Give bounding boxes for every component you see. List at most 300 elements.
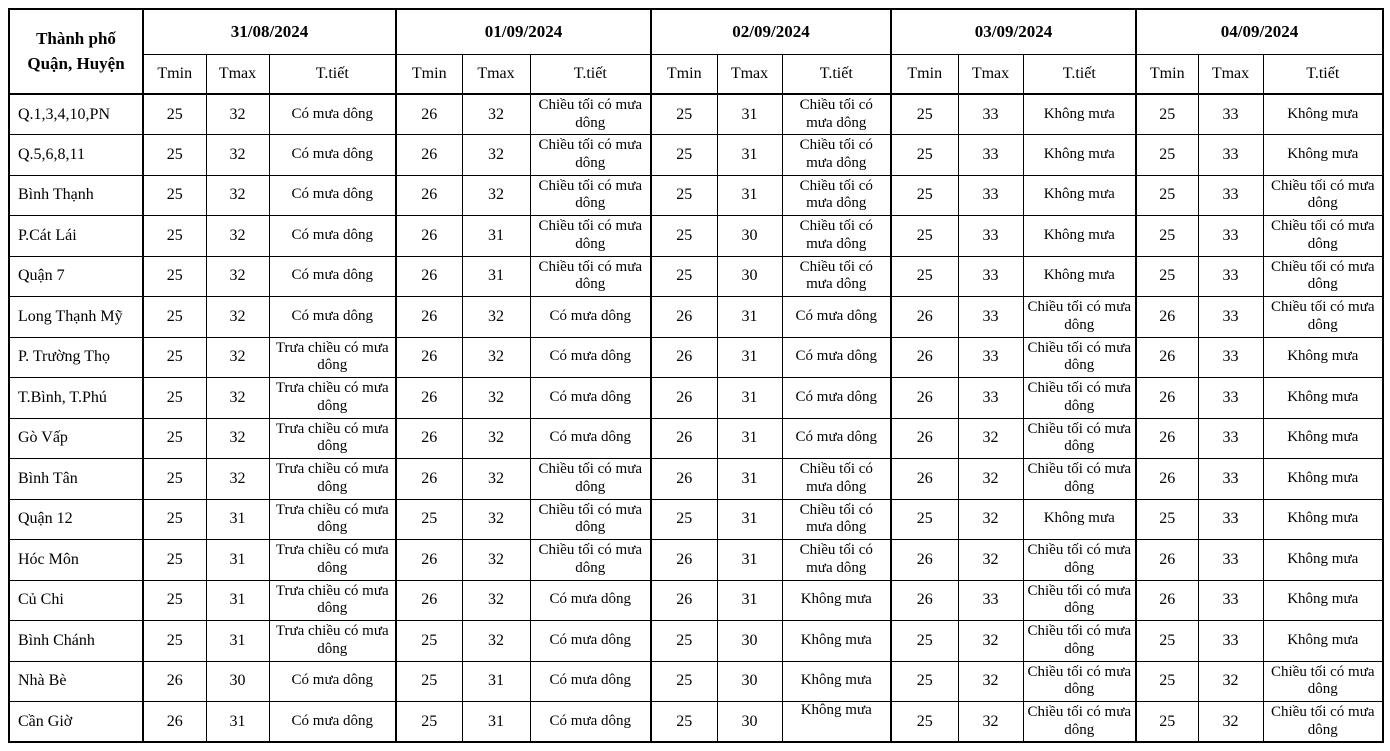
district-row [9,540,1383,581]
date-header: 31/08/2024 [143,9,396,54]
tmax-cell: 32 [462,621,530,662]
tmax-cell: 32 [958,621,1023,662]
district-row [9,135,1383,176]
district-row [9,499,1383,540]
weather-cell: Chiều tối có mưa dông [1023,337,1136,378]
tmin-cell: 26 [396,378,462,419]
table-header [9,9,1383,94]
tmin-cell: 26 [891,337,958,378]
tmax-cell: 33 [1198,499,1263,540]
weather-cell: Không mưa [1023,216,1136,257]
tmin-cell: 25 [143,418,206,459]
tmin-cell: 26 [891,378,958,419]
tmax-cell: 32 [462,418,530,459]
weather-cell: Chiều tối có mưa dông [782,499,891,540]
tmin-cell: 25 [143,621,206,662]
tmin-cell: 26 [396,297,462,338]
weather-cell: Không mưa [1263,337,1383,378]
weather-cell: Không mưa [1263,580,1383,621]
tmin-cell: 25 [143,337,206,378]
district-row [9,175,1383,216]
weather-cell: Có mưa dông [530,580,651,621]
weather-cell: Trưa chiều có mưa dông [269,459,396,500]
weather-cell: Không mưa [782,621,891,662]
tmin-cell: 25 [651,135,717,176]
weather-cell: Có mưa dông [530,702,651,743]
weather-forecast-table [8,8,1384,743]
tmax-cell: 33 [958,175,1023,216]
tmax-cell: 31 [717,459,782,500]
tmax-cell: 32 [206,297,269,338]
tmax-cell: 31 [717,337,782,378]
tmax-cell: 31 [717,378,782,419]
weather-cell: Không mưa [782,580,891,621]
tmin-cell: 26 [396,337,462,378]
weather-cell: Không mưa [1023,135,1136,176]
district-cell: Quận 12 [9,499,143,540]
tmax-cell: 32 [462,540,530,581]
district-row [9,702,1383,743]
tmax-cell: 33 [958,297,1023,338]
tmax-cell: 33 [1198,256,1263,297]
tmax-cell: 33 [958,135,1023,176]
weather-cell: Có mưa dông [530,337,651,378]
tmax-cell: 33 [1198,135,1263,176]
district-row [9,378,1383,419]
tmin-cell: 25 [1136,135,1198,176]
tmin-cell: 26 [891,580,958,621]
tmax-cell: 33 [1198,621,1263,662]
tmin-cell: 25 [651,256,717,297]
tmin-cell: 26 [1136,297,1198,338]
district-cell: Bình Tân [9,459,143,500]
weather-cell: Chiều tối có mưa dông [530,459,651,500]
date-header: 01/09/2024 [396,9,651,54]
weather-cell: Có mưa dông [782,297,891,338]
weather-cell: Chiều tối có mưa dông [530,94,651,135]
weather-cell: Trưa chiều có mưa dông [269,621,396,662]
weather-cell: Trưa chiều có mưa dông [269,337,396,378]
subheader-tmax: Tmax [462,54,530,94]
tmin-cell: 25 [1136,216,1198,257]
district-cell: Cần Giờ [9,702,143,743]
tmin-cell: 26 [143,661,206,702]
district-row [9,216,1383,257]
tmax-cell: 31 [206,580,269,621]
district-cell: Q.5,6,8,11 [9,135,143,176]
district-cell: P. Trường Thọ [9,337,143,378]
tmin-cell: 26 [651,297,717,338]
subheader-weather: T.tiết [782,54,891,94]
tmax-cell: 33 [1198,459,1263,500]
weather-cell: Trưa chiều có mưa dông [269,499,396,540]
district-row [9,580,1383,621]
weather-cell: Không mưa [1263,499,1383,540]
tmin-cell: 25 [143,256,206,297]
weather-cell: Có mưa dông [530,621,651,662]
weather-cell: Không mưa [1023,94,1136,135]
tmin-cell: 26 [1136,337,1198,378]
tmin-cell: 26 [396,256,462,297]
tmin-cell: 26 [396,94,462,135]
tmin-cell: 25 [651,216,717,257]
tmax-cell: 32 [206,94,269,135]
district-cell: P.Cát Lái [9,216,143,257]
weather-cell: Chiều tối có mưa dông [530,135,651,176]
tmax-cell: 33 [958,337,1023,378]
tmin-cell: 25 [143,459,206,500]
tmin-cell: 26 [1136,540,1198,581]
tmax-cell: 31 [462,702,530,743]
weather-cell: Trưa chiều có mưa dông [269,378,396,419]
tmin-cell: 25 [396,661,462,702]
weather-cell: Chiều tối có mưa dông [530,540,651,581]
tmax-cell: 33 [1198,378,1263,419]
weather-cell: Có mưa dông [269,661,396,702]
tmax-cell: 33 [958,580,1023,621]
tmax-cell: 31 [717,297,782,338]
tmax-cell: 32 [206,256,269,297]
subheader-weather: T.tiết [269,54,396,94]
tmax-cell: 31 [717,175,782,216]
district-row [9,621,1383,662]
tmax-cell: 31 [206,621,269,662]
tmin-cell: 25 [1136,661,1198,702]
tmin-cell: 25 [1136,621,1198,662]
tmin-cell: 26 [396,175,462,216]
weather-cell: Chiều tối có mưa dông [1023,418,1136,459]
tmax-cell: 30 [717,661,782,702]
tmax-cell: 30 [717,256,782,297]
tmax-cell: 33 [958,94,1023,135]
tmin-cell: 25 [143,135,206,176]
tmax-cell: 32 [958,499,1023,540]
tmax-cell: 32 [958,418,1023,459]
tmin-cell: 25 [143,540,206,581]
subheader-tmin: Tmin [396,54,462,94]
tmin-cell: 26 [396,459,462,500]
tmax-cell: 32 [206,378,269,419]
weather-cell: Không mưa [1263,621,1383,662]
district-cell: Củ Chi [9,580,143,621]
weather-cell: Không mưa [782,661,891,702]
tmax-cell: 31 [717,418,782,459]
subheader-weather: T.tiết [1263,54,1383,94]
weather-cell: Không mưa [1263,135,1383,176]
tmax-cell: 31 [206,499,269,540]
tmin-cell: 25 [651,499,717,540]
corner-header [9,9,143,94]
weather-cell: Có mưa dông [269,94,396,135]
district-cell: Long Thạnh Mỹ [9,297,143,338]
tmax-cell: 32 [462,135,530,176]
tmin-cell: 26 [891,297,958,338]
tmin-cell: 25 [891,175,958,216]
tmin-cell: 26 [651,378,717,419]
tmin-cell: 25 [891,256,958,297]
district-row [9,661,1383,702]
tmax-cell: 32 [206,175,269,216]
weather-cell: Trưa chiều có mưa dông [269,580,396,621]
tmin-cell: 26 [143,702,206,743]
weather-cell: Có mưa dông [269,135,396,176]
tmin-cell: 25 [143,580,206,621]
tmax-cell: 32 [462,337,530,378]
weather-cell: Không mưa [1263,378,1383,419]
district-row [9,256,1383,297]
tmin-cell: 26 [396,418,462,459]
tmax-cell: 31 [462,216,530,257]
weather-cell: Có mưa dông [269,702,396,743]
tmax-cell: 32 [206,459,269,500]
dates-header-row [9,9,1383,54]
district-cell: Quận 7 [9,256,143,297]
tmin-cell: 25 [651,175,717,216]
tmax-cell: 32 [1198,661,1263,702]
tmax-cell: 33 [1198,337,1263,378]
tmax-cell: 32 [206,337,269,378]
corner-header-line1: Thành phố [36,28,116,48]
tmin-cell: 26 [1136,378,1198,419]
tmax-cell: 31 [717,580,782,621]
weather-cell: Không mưa [1263,540,1383,581]
subheader-tmax: Tmax [717,54,782,94]
tmin-cell: 25 [651,702,717,743]
district-row [9,297,1383,338]
tmin-cell: 26 [891,459,958,500]
weather-cell: Chiều tối có mưa dông [782,94,891,135]
tmin-cell: 25 [143,94,206,135]
tmax-cell: 32 [206,216,269,257]
tmax-cell: 32 [206,135,269,176]
weather-cell: Chiều tối có mưa dông [1263,702,1383,743]
weather-cell: Không mưa [1263,418,1383,459]
subheaders-row [9,54,1383,94]
weather-cell: Chiều tối có mưa dông [1023,297,1136,338]
tmax-cell: 33 [958,216,1023,257]
tmin-cell: 25 [651,621,717,662]
weather-cell: Chiều tối có mưa dông [530,256,651,297]
weather-cell: Chiều tối có mưa dông [782,175,891,216]
subheader-tmax: Tmax [958,54,1023,94]
weather-cell: Chiều tối có mưa dông [1023,661,1136,702]
tmin-cell: 25 [1136,94,1198,135]
tmax-cell: 31 [717,94,782,135]
weather-cell: Trưa chiều có mưa dông [269,418,396,459]
subheader-tmin: Tmin [1136,54,1198,94]
weather-cell: Có mưa dông [782,337,891,378]
tmax-cell: 30 [717,621,782,662]
weather-cell: Chiều tối có mưa dông [1023,540,1136,581]
tmax-cell: 33 [1198,297,1263,338]
tmax-cell: 30 [717,702,782,743]
tmin-cell: 26 [651,580,717,621]
tmin-cell: 25 [891,661,958,702]
weather-cell: Chiều tối có mưa dông [782,135,891,176]
weather-cell: Chiều tối có mưa dông [1263,661,1383,702]
weather-cell: Chiều tối có mưa dông [1023,702,1136,743]
tmax-cell: 32 [462,580,530,621]
subheader-tmin: Tmin [143,54,206,94]
weather-cell: Chiều tối có mưa dông [1023,459,1136,500]
tmax-cell: 32 [1198,702,1263,743]
tmin-cell: 25 [651,94,717,135]
weather-cell: Chiều tối có mưa dông [1023,621,1136,662]
tmin-cell: 25 [651,661,717,702]
tmax-cell: 32 [462,499,530,540]
weather-cell: Không mưa [1263,94,1383,135]
tmin-cell: 26 [651,459,717,500]
tmax-cell: 33 [1198,94,1263,135]
weather-cell: Chiều tối có mưa dông [1263,256,1383,297]
weather-cell: Chiều tối có mưa dông [530,499,651,540]
subheader-tmax: Tmax [1198,54,1263,94]
weather-cell: Không mưa [1263,459,1383,500]
tmax-cell: 31 [717,540,782,581]
weather-cell: Chiều tối có mưa dông [782,216,891,257]
district-row [9,337,1383,378]
tmax-cell: 31 [206,540,269,581]
weather-cell: Có mưa dông [269,256,396,297]
table-body [9,94,1383,742]
date-header: 03/09/2024 [891,9,1136,54]
date-header: 04/09/2024 [1136,9,1383,54]
tmin-cell: 25 [891,94,958,135]
tmin-cell: 26 [396,135,462,176]
tmax-cell: 33 [958,378,1023,419]
tmin-cell: 25 [1136,702,1198,743]
weather-cell: Chiều tối có mưa dông [782,459,891,500]
weather-cell: Có mưa dông [269,216,396,257]
weather-cell: Chiều tối có mưa dông [530,216,651,257]
weather-cell: Có mưa dông [530,378,651,419]
subheader-tmin: Tmin [651,54,717,94]
tmin-cell: 26 [651,418,717,459]
date-header: 02/09/2024 [651,9,891,54]
district-cell: Bình Chánh [9,621,143,662]
tmax-cell: 32 [958,661,1023,702]
tmin-cell: 26 [891,418,958,459]
tmax-cell: 33 [1198,580,1263,621]
weather-cell: Chiều tối có mưa dông [530,175,651,216]
weather-cell: Có mưa dông [530,661,651,702]
district-cell: T.Bình, T.Phú [9,378,143,419]
weather-cell: Chiều tối có mưa dông [1263,175,1383,216]
subheader-weather: T.tiết [1023,54,1136,94]
district-row [9,459,1383,500]
subheader-tmax: Tmax [206,54,269,94]
corner-header-line2: Quận, Huyện [27,53,125,73]
weather-cell: Không mưa [1023,499,1136,540]
weather-cell: Có mưa dông [782,378,891,419]
tmin-cell: 26 [396,540,462,581]
subheader-weather: T.tiết [530,54,651,94]
tmin-cell: 26 [1136,418,1198,459]
tmax-cell: 32 [462,378,530,419]
tmin-cell: 25 [143,297,206,338]
tmax-cell: 33 [958,256,1023,297]
district-cell: Nhà Bè [9,661,143,702]
district-row [9,418,1383,459]
tmin-cell: 25 [1136,499,1198,540]
tmax-cell: 32 [462,459,530,500]
weather-cell: Trưa chiều có mưa dông [269,540,396,581]
weather-cell: Chiều tối có mưa dông [782,540,891,581]
tmax-cell: 33 [1198,540,1263,581]
tmin-cell: 26 [651,540,717,581]
tmin-cell: 26 [1136,580,1198,621]
tmax-cell: 31 [206,702,269,743]
tmin-cell: 25 [891,216,958,257]
tmax-cell: 31 [462,256,530,297]
district-cell: Bình Thạnh [9,175,143,216]
tmax-cell: 32 [206,418,269,459]
tmin-cell: 25 [143,216,206,257]
weather-cell: Chiều tối có mưa dông [782,256,891,297]
tmax-cell: 31 [717,135,782,176]
tmax-cell: 31 [717,499,782,540]
tmax-cell: 30 [206,661,269,702]
tmin-cell: 25 [396,499,462,540]
weather-cell: Có mưa dông [530,297,651,338]
subheader-tmin: Tmin [891,54,958,94]
weather-cell: Không mưa [1023,256,1136,297]
tmax-cell: 33 [1198,216,1263,257]
tmax-cell: 33 [1198,418,1263,459]
tmax-cell: 32 [958,459,1023,500]
weather-cell: Chiều tối có mưa dông [1023,378,1136,419]
weather-cell: Có mưa dông [269,297,396,338]
tmin-cell: 26 [1136,459,1198,500]
weather-cell: Có mưa dông [782,418,891,459]
tmin-cell: 25 [891,702,958,743]
weather-cell: Chiều tối có mưa dông [1023,580,1136,621]
district-cell: Hóc Môn [9,540,143,581]
tmax-cell: 32 [958,540,1023,581]
district-row [9,94,1383,135]
tmax-cell: 31 [462,661,530,702]
weather-cell: Chiều tối có mưa dông [1263,297,1383,338]
tmin-cell: 25 [396,702,462,743]
tmin-cell: 25 [1136,256,1198,297]
tmin-cell: 25 [891,621,958,662]
tmin-cell: 26 [891,540,958,581]
tmin-cell: 26 [651,337,717,378]
tmin-cell: 25 [891,135,958,176]
district-cell: Gò Vấp [9,418,143,459]
weather-cell: Không mưa [1023,175,1136,216]
tmax-cell: 30 [717,216,782,257]
weather-cell: Không mưa [782,702,891,743]
tmax-cell: 32 [462,175,530,216]
tmax-cell: 32 [462,94,530,135]
weather-cell: Có mưa dông [530,418,651,459]
weather-cell: Chiều tối có mưa dông [1263,216,1383,257]
tmin-cell: 25 [396,621,462,662]
tmin-cell: 26 [396,580,462,621]
tmax-cell: 32 [462,297,530,338]
tmin-cell: 25 [891,499,958,540]
tmin-cell: 25 [143,175,206,216]
tmax-cell: 32 [958,702,1023,743]
weather-cell: Có mưa dông [269,175,396,216]
tmax-cell: 33 [1198,175,1263,216]
tmin-cell: 26 [396,216,462,257]
tmin-cell: 25 [143,499,206,540]
tmin-cell: 25 [143,378,206,419]
tmin-cell: 25 [1136,175,1198,216]
district-cell: Q.1,3,4,10,PN [9,94,143,135]
